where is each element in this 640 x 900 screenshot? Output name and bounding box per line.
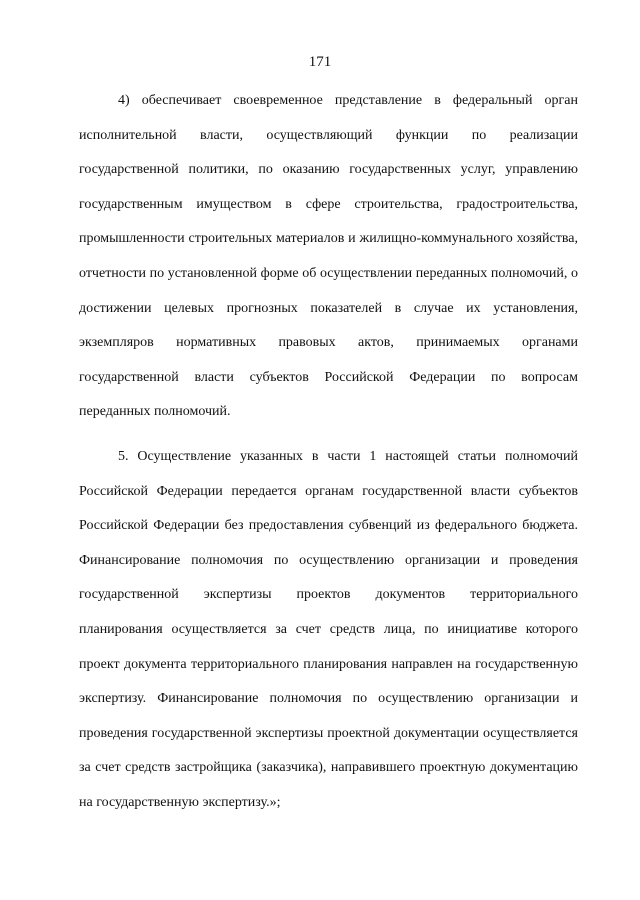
document-body xyxy=(79,84,578,830)
paragraph-part-5: 5. Осуществление указанных в части 1 настоящей статьи полномочий Российской Федерации передается органам государственной власти субъектов Российской Федерации без предоставления субвенций из федерального бюджета. Финансирование полномочия по осуществлению организации и проведения государственной экспертизы проектов документов территориального планирования осуществляется за счет средств лица, по инициативе которого проект документа территориального планирования направлен на государственную экспертизу. Финансирование полномочия по осуществлению организации и проведения государственной экспертизы проектной документации осуществляется за счет средств застройщика (заказчика), направившего проектную документацию на государственную экспертизу.»; xyxy=(79,448,578,810)
page-number: 171 xyxy=(308,54,332,70)
paragraph-item-4: 4) обеспечивает своевременное представление в федеральный орган исполнительной власти, осуществляющий функции по реализации государственной политики, по оказанию государственных услуг, управлению государственным имуществом в сфере строительства, градостроительства, промышленности строительных материалов и жилищно-коммунального хозяйства, отчетности по установленной форме об осуществлении переданных полномочий, о достижении целевых прогнозных показателей в случае их установления, экземпляров нормативных правовых актов, принимаемых органами государственной власти субъектов Российской Федерации по вопросам переданных полномочий. xyxy=(79,93,578,420)
